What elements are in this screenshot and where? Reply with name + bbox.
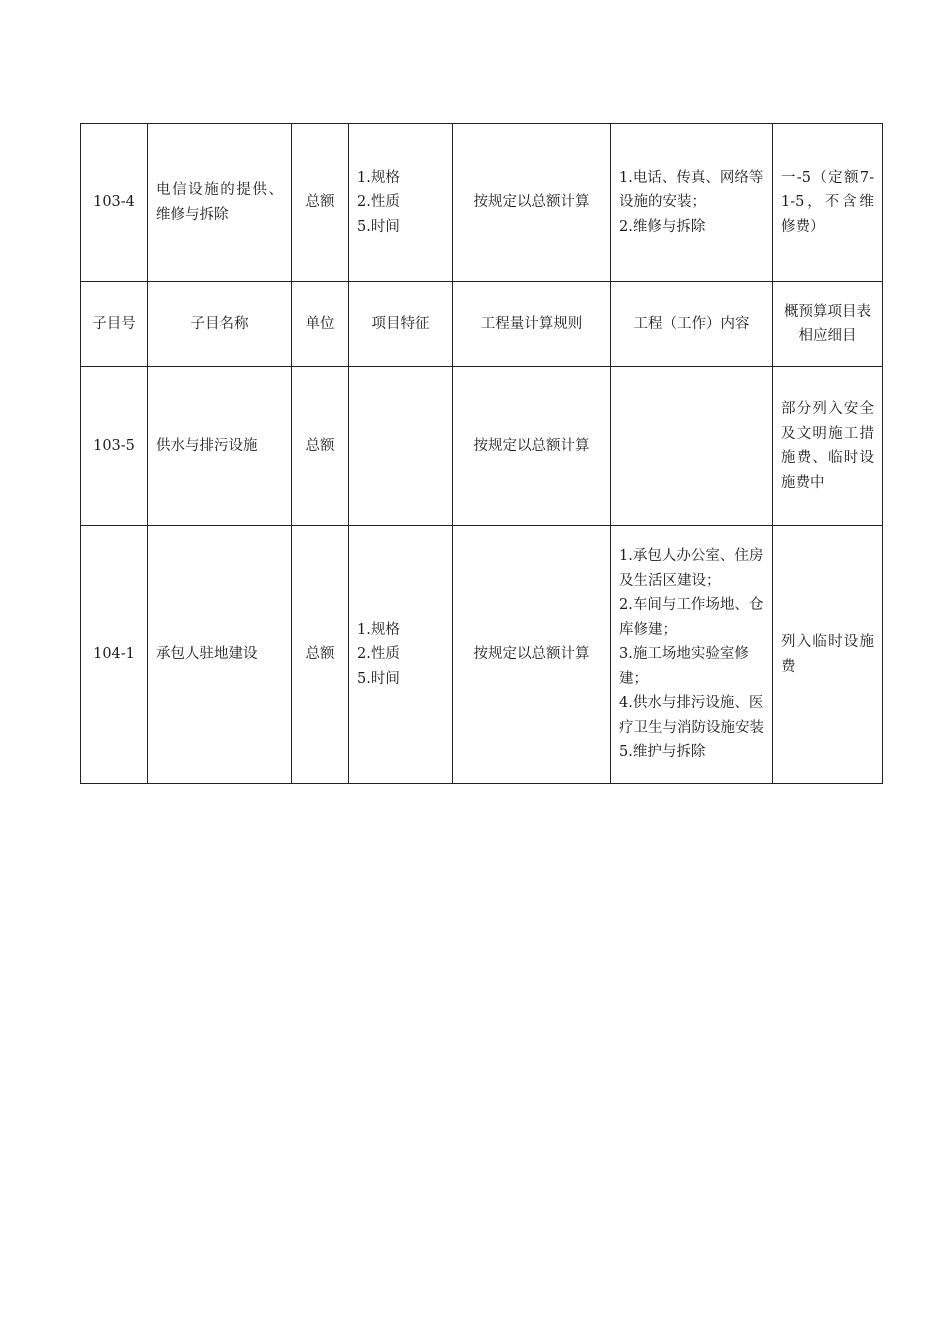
table-row [81, 124, 883, 282]
content-line: 3.施工场地实验室修建； [619, 646, 749, 687]
item-name-cell: 供水与排污设施 [148, 367, 292, 526]
header-code: 子目号 [81, 282, 148, 367]
work-content-cell [611, 124, 773, 282]
content-line: 5.维护与拆除 [619, 744, 706, 761]
feature-line: 5.时间 [357, 218, 400, 235]
feature-line: 2.性质 [357, 194, 400, 211]
content-line: 1.电话、传真、网络等设施的安装； [619, 169, 764, 211]
item-name-cell: 电信设施的提供、维修与拆除 [148, 124, 292, 282]
table-header-row [81, 282, 883, 367]
item-code-cell: 103-5 [81, 367, 148, 526]
budget-detail-cell: 列入临时设施费 [773, 526, 883, 784]
feature-line: 5.时间 [357, 670, 400, 687]
item-name-cell: 承包人驻地建设 [148, 526, 292, 784]
header-name: 子目名称 [148, 282, 292, 367]
calc-rule-cell: 按规定以总额计算 [453, 526, 611, 784]
calc-rule-cell: 按规定以总额计算 [453, 124, 611, 282]
feature-line: 1.规格 [357, 621, 400, 638]
content-line: 2.车间与工作场地、仓库修建； [619, 597, 764, 638]
header-unit: 单位 [292, 282, 349, 367]
content-line: 2.维修与拆除 [619, 218, 706, 235]
bill-of-quantities-table [80, 123, 883, 784]
header-features: 项目特征 [349, 282, 453, 367]
unit-cell: 总额 [292, 526, 349, 784]
item-code-cell: 103-4 [81, 124, 148, 282]
features-cell [349, 367, 453, 526]
unit-cell: 总额 [292, 367, 349, 526]
calc-rule-cell: 按规定以总额计算 [453, 367, 611, 526]
header-work-content: 工程（工作）内容 [611, 282, 773, 367]
header-budget-detail: 概预算项目表相应细目 [773, 282, 883, 367]
item-code-cell: 104-1 [81, 526, 148, 784]
table-row [81, 526, 883, 784]
unit-cell: 总额 [292, 124, 349, 282]
feature-line: 2.性质 [357, 646, 400, 663]
budget-detail-cell: 一-5（定额7-1-5，不含维修费） [773, 124, 883, 282]
feature-line: 1.规格 [357, 169, 400, 186]
budget-detail-cell: 部分列入安全及文明施工措施费、临时设施费中 [773, 367, 883, 526]
features-cell [349, 526, 453, 784]
content-line: 1.承包人办公室、住房及生活区建设； [619, 548, 764, 589]
table-row [81, 367, 883, 526]
features-cell [349, 124, 453, 282]
content-line: 4.供水与排污设施、医疗卫生与消防设施安装 [619, 695, 764, 736]
header-calc-rule: 工程量计算规则 [453, 282, 611, 367]
work-content-cell [611, 367, 773, 526]
work-content-cell [611, 526, 773, 784]
